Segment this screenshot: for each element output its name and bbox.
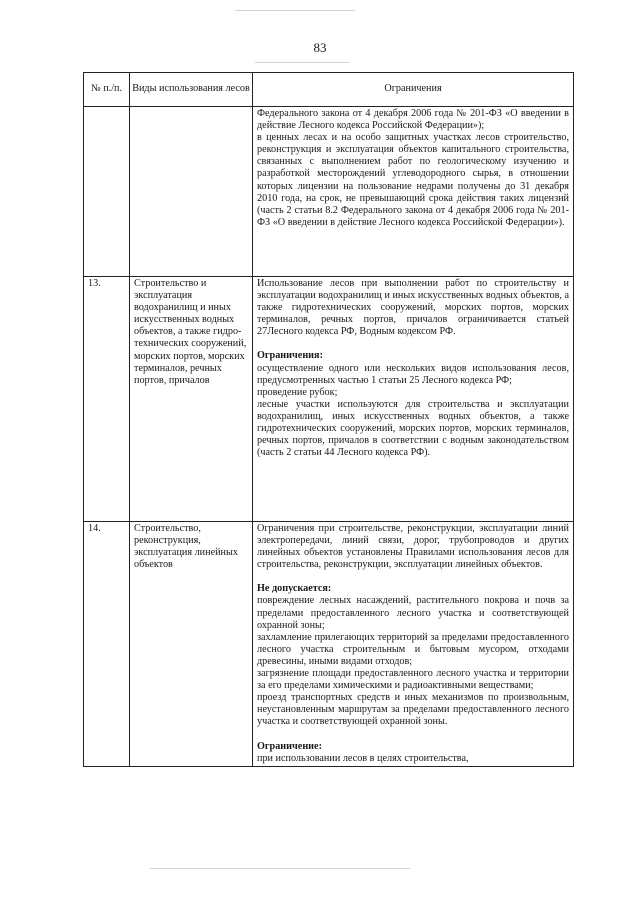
- restrictions-heading: Ограничения:: [257, 350, 323, 362]
- scan-smudge: [235, 10, 355, 11]
- row-usage-type: Строительство, реконструкция, эксплуатация линейных объектов: [130, 522, 253, 767]
- list-item: проведение рубок;: [257, 386, 338, 398]
- row-usage-type: [130, 107, 253, 277]
- row-number: 13.: [84, 277, 130, 522]
- row-limits: [253, 522, 574, 767]
- prohibited-heading: Не допускается:: [257, 583, 332, 595]
- list-item: осуществление одного или нескольких видов использования лесов, предусмотренных частью 1 статьи 25 Лесного кодекса РФ;: [257, 362, 569, 386]
- scan-smudge: [255, 62, 350, 63]
- paragraph: Использование лесов при выполнении работ по строительству и эксплуатации водохранилищ и иных искусственных водных объектов, а также гидротехнических сооружений, морских портов, морских терминалов, речных портов, причалов ограничивается статьей 27Лесного кодекса РФ, Водным кодексом РФ.: [257, 278, 569, 338]
- paragraph: в ценных лесах и на особо защитных участках лесов строительство, реконструкция и эксплуатация объектов капитального строительства, связанных с выполнением работ по геологическому изучению и разработкой месторождений углеводородного сырья, в отношении которых лицензии на пользование недрами получены до 31 декабря 2010 года, на срок, не превышающий срока действия таких лицензий (часть 2 статьи 8.2 Федерального закона от 4 декабря 2006 года № 201-ФЗ «О введении в действие Лесного кодекса Российской Федерации»).: [257, 132, 569, 228]
- list-item: проезд транспортных средств и иных механизмов по произвольным, неустановленным маршрутам за пределами предоставленного лесного участка и соответствующей охранной зоны.: [257, 692, 569, 728]
- restrictions-table: [83, 72, 574, 767]
- table-row: [84, 277, 574, 522]
- list-item: захламление прилегающих территорий за пределами предоставленного лесного участка строительным и бытовым мусором, отходами древесины, иными видами отходов;: [257, 631, 569, 667]
- paragraph: при использовании лесов в целях строительства,: [257, 752, 469, 764]
- scan-smudge: [150, 868, 410, 869]
- list-item: лесные участки используются для строительства и эксплуатации водохранилищ, иных искусственных водных объектов, а также гидротехнических сооружений, морских портов, морских терминалов, речных портов, причалов в соответствии с водным законодательством (часть 2 статьи 44 Лесного кодекса РФ).: [257, 398, 569, 459]
- row-limits: [253, 107, 574, 277]
- list-item: загрязнение площади предоставленного лесного участка и территории за его пределами химическими и радиоактивными веществами;: [257, 668, 569, 692]
- row-number: [84, 107, 130, 277]
- table-row: [84, 522, 574, 767]
- paragraph: Ограничения при строительстве, реконструкции, эксплуатации линий электропередачи, линий связи, дорог, трубопроводов и других линейных объектов установлены Правилами использования лесов для строительства, реконструкции, эксплуатации линейных объектов.: [257, 523, 569, 571]
- row-number: 14.: [84, 522, 130, 767]
- table-row: [84, 107, 574, 277]
- header-number: № п./п.: [84, 73, 130, 107]
- header-limits: Ограничения: [253, 73, 574, 107]
- list-item: повреждение лесных насаждений, растительного покрова и почв за пределами предоставленного лесного участка и соответствующей охранной зоны;: [257, 595, 569, 631]
- page-number: 83: [313, 40, 327, 55]
- paragraph: Федерального закона от 4 декабря 2006 года № 201-ФЗ «О введении в действие Лесного кодекса Российской Федерации»);: [257, 108, 569, 132]
- row-limits: [253, 277, 574, 522]
- header-usage-type: Виды использования лесов: [130, 73, 253, 107]
- table-header-row: [84, 73, 574, 107]
- restriction-heading: Ограничение:: [257, 740, 322, 752]
- row-usage-type: Строительство и эксплуатация водохранилищ и иных искусственных водных объектов, а также гидро-технических сооружений, морских портов, морских терминалов, речных портов, причалов: [130, 277, 253, 522]
